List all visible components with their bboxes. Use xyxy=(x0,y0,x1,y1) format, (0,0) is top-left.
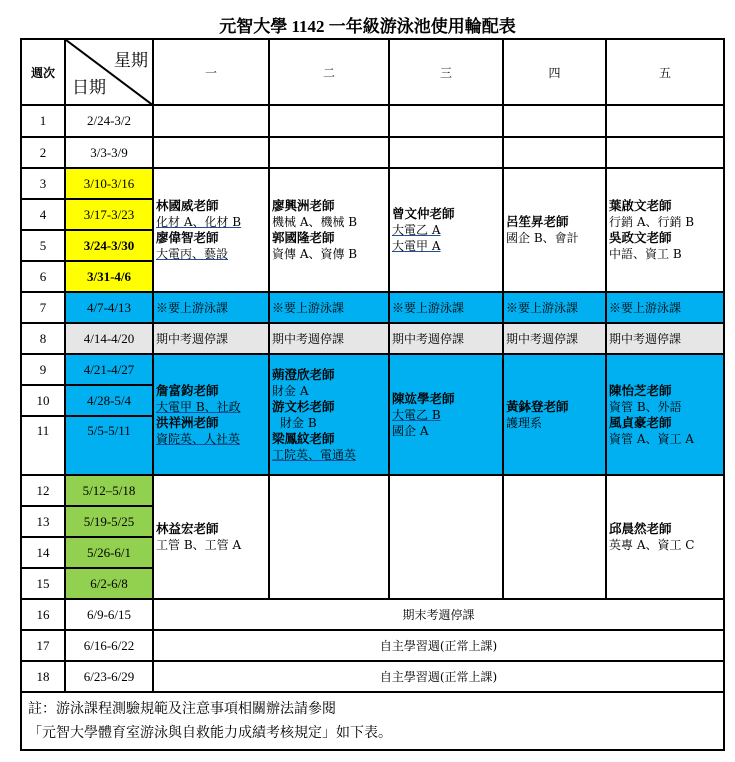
class-list: 行銷 A、行銷 B xyxy=(609,215,695,229)
week-number: 11 xyxy=(21,416,65,475)
slot-fri-wk9-11 xyxy=(606,354,724,475)
class-list: 工院英、電通英 xyxy=(272,447,357,462)
header-weekday: 星期 xyxy=(114,51,148,71)
teacher-name: 陳怡芝老師 xyxy=(609,382,672,398)
week-date: 3/3-3/9 xyxy=(65,137,153,168)
slot-wed-wk3-6 xyxy=(389,168,503,292)
pool-schedule-table xyxy=(20,38,725,751)
class-list: 國企 A xyxy=(392,423,429,438)
teacher-name: 林國威老師 xyxy=(156,198,219,213)
week-number: 14 xyxy=(21,537,65,568)
teacher-name: 廖興洲老師 xyxy=(272,198,335,213)
teacher-name: 風貞豪老師 xyxy=(609,414,672,430)
week-number: 17 xyxy=(21,630,65,661)
week-number: 7 xyxy=(21,292,65,323)
slot-fri-wk3-6 xyxy=(606,168,724,292)
class-list: 大電乙 A xyxy=(392,223,441,237)
midterm-notice: 期中考週停課 xyxy=(269,323,389,354)
week-date: 6/16-6/22 xyxy=(65,630,153,661)
swim-class-notice: ※要上游泳課 xyxy=(269,292,389,323)
final-exam-notice: 期末考週停課 xyxy=(153,599,724,630)
week-date: 3/24-3/30 xyxy=(65,230,153,261)
midterm-notice: 期中考週停課 xyxy=(389,323,503,354)
class-list: 財金 A xyxy=(272,383,309,398)
midterm-notice: 期中考週停課 xyxy=(606,323,724,354)
week-number: 3 xyxy=(21,168,65,199)
week-date: 3/10-3/16 xyxy=(65,168,153,199)
header-day-wed: 三 xyxy=(389,39,503,105)
slot-thu-wk3-6 xyxy=(503,168,606,292)
week-date: 4/14-4/20 xyxy=(65,323,153,354)
slot-mon-wk9-11 xyxy=(153,354,269,475)
week-date: 6/23-6/29 xyxy=(65,661,153,692)
class-list: 機械 A、機械 B xyxy=(272,215,358,229)
footnote-line: 「元智大學體育室游泳與自救能力成績考核規定」如下表。 xyxy=(28,725,392,741)
swim-class-notice: ※要上游泳課 xyxy=(606,292,724,323)
class-list: 財金 B xyxy=(280,415,317,430)
slot-mon-wk12-15 xyxy=(153,475,269,599)
header-diagonal-cell xyxy=(65,39,153,105)
page-title: 元智大學 1142 一年級游泳池使用輪配表 xyxy=(219,17,516,36)
header-week: 週次 xyxy=(21,39,65,105)
footnote xyxy=(21,692,724,750)
week-number: 18 xyxy=(21,661,65,692)
week-number: 13 xyxy=(21,506,65,537)
class-list: 大電丙、藝設 xyxy=(156,247,229,261)
week-number: 6 xyxy=(21,261,65,292)
week-number: 9 xyxy=(21,354,65,385)
class-list: 大電乙 B xyxy=(392,407,441,422)
teacher-name: 葉啟文老師 xyxy=(609,198,672,213)
slot-tue-wk12-15 xyxy=(269,475,389,599)
slot-fri-wk12-15 xyxy=(606,475,724,599)
week-date: 3/31-4/6 xyxy=(65,261,153,292)
header-day-tue: 二 xyxy=(269,39,389,105)
swim-class-notice: ※要上游泳課 xyxy=(503,292,606,323)
week-date: 5/12–5/18 xyxy=(65,475,153,506)
week-date: 3/17-3/23 xyxy=(65,199,153,230)
class-list: 化材 A、化材 B xyxy=(156,215,242,229)
week-number: 10 xyxy=(21,385,65,416)
header-day-thu: 四 xyxy=(503,39,606,105)
teacher-name: 洪祥洲老師 xyxy=(156,414,219,430)
teacher-name: 陳竑學老師 xyxy=(392,390,455,406)
header-day-fri: 五 xyxy=(606,39,724,105)
week-date: 4/21-4/27 xyxy=(65,354,153,385)
week-number: 8 xyxy=(21,323,65,354)
class-list: 資管 B、外語 xyxy=(609,399,682,414)
week-date: 5/19-5/25 xyxy=(65,506,153,537)
teacher-name: 黃鉢登老師 xyxy=(506,398,569,414)
week-number: 2 xyxy=(21,137,65,168)
teacher-name: 游文杉老師 xyxy=(272,398,335,414)
week-number: 5 xyxy=(21,230,65,261)
slot-thu-wk9-11 xyxy=(503,354,606,475)
teacher-name: 梁鳳紋老師 xyxy=(272,430,335,446)
swim-class-notice: ※要上游泳課 xyxy=(389,292,503,323)
week-date: 5/5-5/11 xyxy=(65,416,153,475)
class-list: 大電甲 A xyxy=(392,239,441,253)
week-number: 1 xyxy=(21,105,65,137)
slot-wed-wk9-11 xyxy=(389,354,503,475)
slot-tue-wk9-11 xyxy=(269,354,389,475)
teacher-name: 郭國隆老師 xyxy=(272,230,335,245)
week-date: 2/24-3/2 xyxy=(65,105,153,137)
class-list: 國企 B、會計 xyxy=(506,231,579,245)
midterm-notice: 期中考週停課 xyxy=(153,323,269,354)
class-list: 資傳 A、資傳 B xyxy=(272,247,358,261)
week-date: 6/9-6/15 xyxy=(65,599,153,630)
slot-mon-wk3-6 xyxy=(153,168,269,292)
self-study-notice: 自主學習週(正常上課) xyxy=(153,661,724,692)
teacher-name: 廖偉智老師 xyxy=(156,230,219,245)
class-list: 大電甲 B、社政 xyxy=(156,399,241,414)
week-number: 15 xyxy=(21,568,65,599)
teacher-name: 吳政文老師 xyxy=(609,230,672,245)
header-day-mon: 一 xyxy=(153,39,269,105)
slot-wed-wk12-15 xyxy=(389,475,503,599)
self-study-notice: 自主學習週(正常上課) xyxy=(153,630,724,661)
teacher-name: 呂笙昇老師 xyxy=(506,214,569,229)
class-list: 資院英、人社英 xyxy=(156,431,241,446)
class-list: 護理系 xyxy=(506,415,543,430)
teacher-name: 邱晨然老師 xyxy=(609,521,672,536)
midterm-notice: 期中考週停課 xyxy=(503,323,606,354)
week-date: 6/2-6/8 xyxy=(65,568,153,599)
week-date: 4/28-5/4 xyxy=(65,385,153,416)
week-number: 16 xyxy=(21,599,65,630)
slot-tue-wk3-6 xyxy=(269,168,389,292)
footnote-line: 註：游泳課程測驗規範及注意事項相關辦法請參閱 xyxy=(28,701,336,717)
class-list: 資管 A、資工 A xyxy=(609,431,694,446)
week-date: 4/7-4/13 xyxy=(65,292,153,323)
week-date: 5/26-6/1 xyxy=(65,537,153,568)
teacher-name: 林益宏老師 xyxy=(156,521,219,536)
teacher-name: 曾文仲老師 xyxy=(392,206,455,221)
teacher-name: 蒴澄欣老師 xyxy=(272,366,335,382)
class-list: 中語、資工 B xyxy=(609,247,682,261)
week-number: 12 xyxy=(21,475,65,506)
week-number: 4 xyxy=(21,199,65,230)
class-list: 工管 B、工管 A xyxy=(156,538,242,552)
teacher-name: 詹富鈞老師 xyxy=(156,382,219,398)
class-list: 英專 A、資工 C xyxy=(609,538,695,552)
swim-class-notice: ※要上游泳課 xyxy=(153,292,269,323)
slot-thu-wk12-15 xyxy=(503,475,606,599)
header-date: 日期 xyxy=(72,78,106,98)
